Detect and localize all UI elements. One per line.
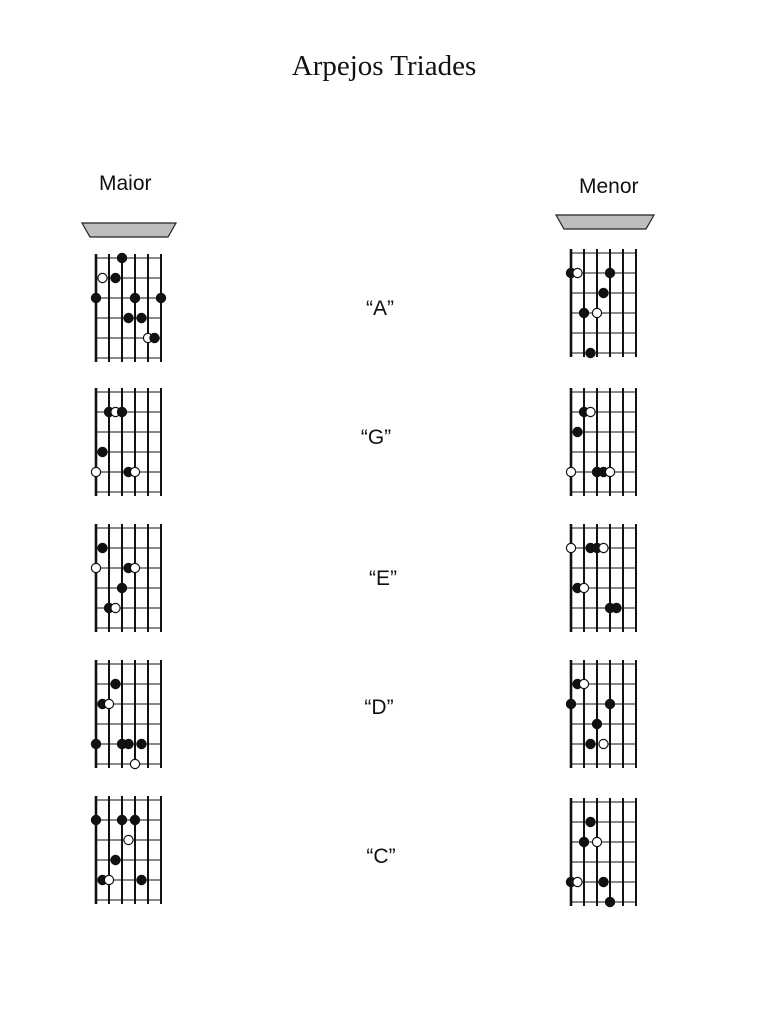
root-note-dot [573,268,582,277]
note-dot [91,815,100,824]
note-dot [117,583,126,592]
note-dot [137,739,146,748]
note-dot [137,313,146,322]
note-dot [586,817,595,826]
root-note-dot [579,583,588,592]
shape-label-c: “C” [366,845,396,868]
shape-label-e: “E” [369,567,397,590]
root-note-dot [111,603,120,612]
note-dot [91,739,100,748]
page-title: Arpejos Triades [291,50,477,82]
note-dot [599,288,608,297]
note-dot [137,875,146,884]
major-nut [80,221,178,239]
note-dot [91,293,100,302]
major-diagram-e [88,522,170,640]
note-dot [579,837,588,846]
note-dot [586,739,595,748]
root-note-dot [130,563,139,572]
root-note-dot [586,407,595,416]
note-dot [156,293,165,302]
note-dot [117,407,126,416]
note-dot [111,679,120,688]
shape-label-d: “D” [364,696,394,719]
major-diagram-c [88,794,170,912]
root-note-dot [130,759,139,768]
note-dot [98,543,107,552]
minor-diagram-g [563,386,647,504]
note-dot [117,253,126,262]
note-dot [599,877,608,886]
note-dot [130,293,139,302]
major-diagram-g [88,386,170,504]
note-dot [586,348,595,357]
minor-nut [554,213,656,231]
shape-label-g: “G” [360,426,392,449]
root-note-dot [579,679,588,688]
note-dot [566,699,575,708]
root-note-dot [599,739,608,748]
shape-label-a: “A” [366,297,394,320]
note-dot [605,268,614,277]
minor-column-label: Menor [579,175,639,198]
root-note-dot [592,308,601,317]
major-diagram-d [88,658,170,776]
minor-diagram-d [563,658,647,776]
minor-diagram-e [563,522,647,640]
note-dot [124,313,133,322]
root-note-dot [91,467,100,476]
root-note-dot [566,543,575,552]
root-note-dot [104,699,113,708]
note-dot [579,308,588,317]
note-dot [573,427,582,436]
note-dot [98,447,107,456]
root-note-dot [91,563,100,572]
note-dot [111,855,120,864]
root-note-dot [124,835,133,844]
note-dot [612,603,621,612]
root-note-dot [599,543,608,552]
note-dot [605,897,614,906]
note-dot [605,699,614,708]
root-note-dot [104,875,113,884]
root-note-dot [573,877,582,886]
minor-diagram-c [563,796,647,914]
root-note-dot [566,467,575,476]
minor-diagram-a [563,247,647,365]
note-dot [150,333,159,342]
note-dot [124,739,133,748]
major-column-label: Maior [99,172,152,195]
note-dot [117,815,126,824]
major-diagram-a [88,252,170,370]
root-note-dot [130,467,139,476]
note-dot [592,719,601,728]
root-note-dot [605,467,614,476]
root-note-dot [98,273,107,282]
root-note-dot [592,837,601,846]
note-dot [130,815,139,824]
note-dot [111,273,120,282]
